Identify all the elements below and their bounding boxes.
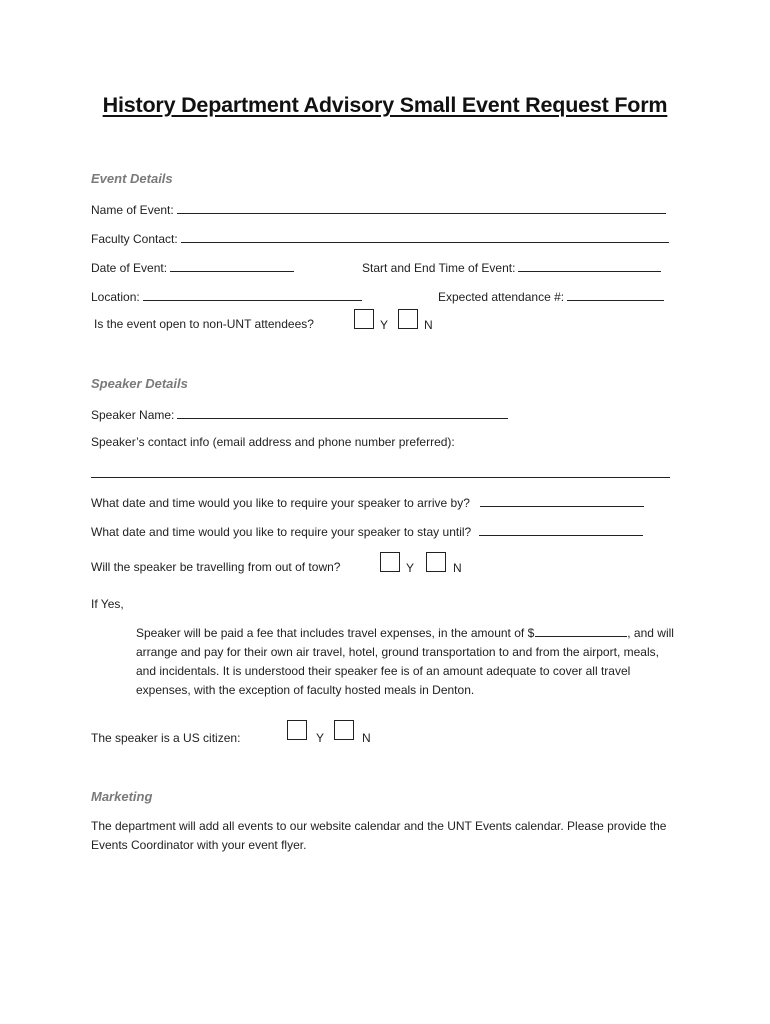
location-label: Location: — [91, 290, 140, 304]
expected-attendance-label: Expected attendance #: — [438, 290, 565, 304]
faculty-contact-field[interactable] — [181, 230, 669, 243]
speaker-name-label: Speaker Name: — [91, 408, 175, 422]
speaker-name-field[interactable] — [177, 406, 508, 419]
marketing-heading: Marketing — [91, 789, 153, 804]
speaker-details-heading: Speaker Details — [91, 376, 188, 391]
expected-attendance-field[interactable] — [567, 288, 664, 301]
if-yes-label: If Yes, — [91, 597, 124, 611]
fee-text-before: Speaker will be paid a fee that includes travel expenses, in the amount of $ — [136, 626, 535, 640]
start-end-time-field[interactable] — [518, 259, 661, 272]
faculty-contact-row — [91, 230, 669, 246]
marketing-text: The department will add all events to our website calendar and the UNT Events calendar. Please provide the Events Coordinator with your event flyer. — [91, 819, 667, 852]
travel-question-label: Will the speaker be travelling from out of town? — [91, 560, 341, 574]
event-details-heading: Event Details — [91, 171, 173, 186]
travel-yes-label: Y — [406, 561, 415, 575]
travel-yes-checkbox[interactable] — [380, 552, 400, 572]
arrive-field[interactable] — [480, 494, 644, 507]
name-of-event-row — [91, 201, 666, 217]
fee-paragraph — [136, 624, 681, 700]
citizen-question-label: The speaker is a US citizen: — [91, 731, 241, 745]
location-row — [91, 288, 362, 304]
name-of-event-label: Name of Event: — [91, 203, 174, 217]
stay-question-label: What date and time would you like to require your speaker to stay until? — [91, 525, 472, 539]
travel-no-label: N — [453, 561, 462, 575]
speaker-name-row — [91, 406, 508, 422]
open-question-label: Is the event open to non-UNT attendees? — [94, 317, 314, 331]
travel-no-checkbox[interactable] — [426, 552, 446, 572]
start-end-time-row — [362, 259, 661, 275]
form-title: History Department Advisory Small Event Request Form — [102, 93, 668, 117]
arrive-row — [91, 494, 644, 510]
citizen-no-checkbox[interactable] — [334, 720, 354, 740]
arrive-question-label: What date and time would you like to require your speaker to arrive by? — [91, 496, 470, 510]
open-yes-label: Y — [380, 318, 389, 332]
citizen-yes-checkbox[interactable] — [287, 720, 307, 740]
location-field[interactable] — [143, 288, 362, 301]
faculty-contact-label: Faculty Contact: — [91, 232, 178, 246]
stay-field[interactable] — [479, 523, 643, 536]
fee-amount-field[interactable] — [535, 624, 627, 637]
fee-text-after: , and will arrange and pay for their own air travel, hotel, ground transportation to and from the airport, meals, and incidentals. It is understood their speaker fee is of an amount adequate to cover all travel expenses, with the exception of faculty hosted meals in Denton. — [136, 626, 674, 697]
stay-row — [91, 523, 643, 539]
open-no-label: N — [424, 318, 433, 332]
start-end-time-label: Start and End Time of Event: — [362, 261, 516, 275]
citizen-no-label: N — [362, 731, 371, 745]
date-of-event-label: Date of Event: — [91, 261, 168, 275]
contact-info-field[interactable] — [91, 465, 670, 478]
name-of-event-field[interactable] — [177, 201, 666, 214]
date-of-event-row — [91, 259, 294, 275]
expected-attendance-row — [438, 288, 664, 304]
open-no-checkbox[interactable] — [398, 309, 418, 329]
citizen-yes-label: Y — [316, 731, 325, 745]
contact-info-label: Speaker’s contact info (email address and phone number preferred): — [91, 435, 455, 449]
date-of-event-field[interactable] — [170, 259, 294, 272]
open-yes-checkbox[interactable] — [354, 309, 374, 329]
